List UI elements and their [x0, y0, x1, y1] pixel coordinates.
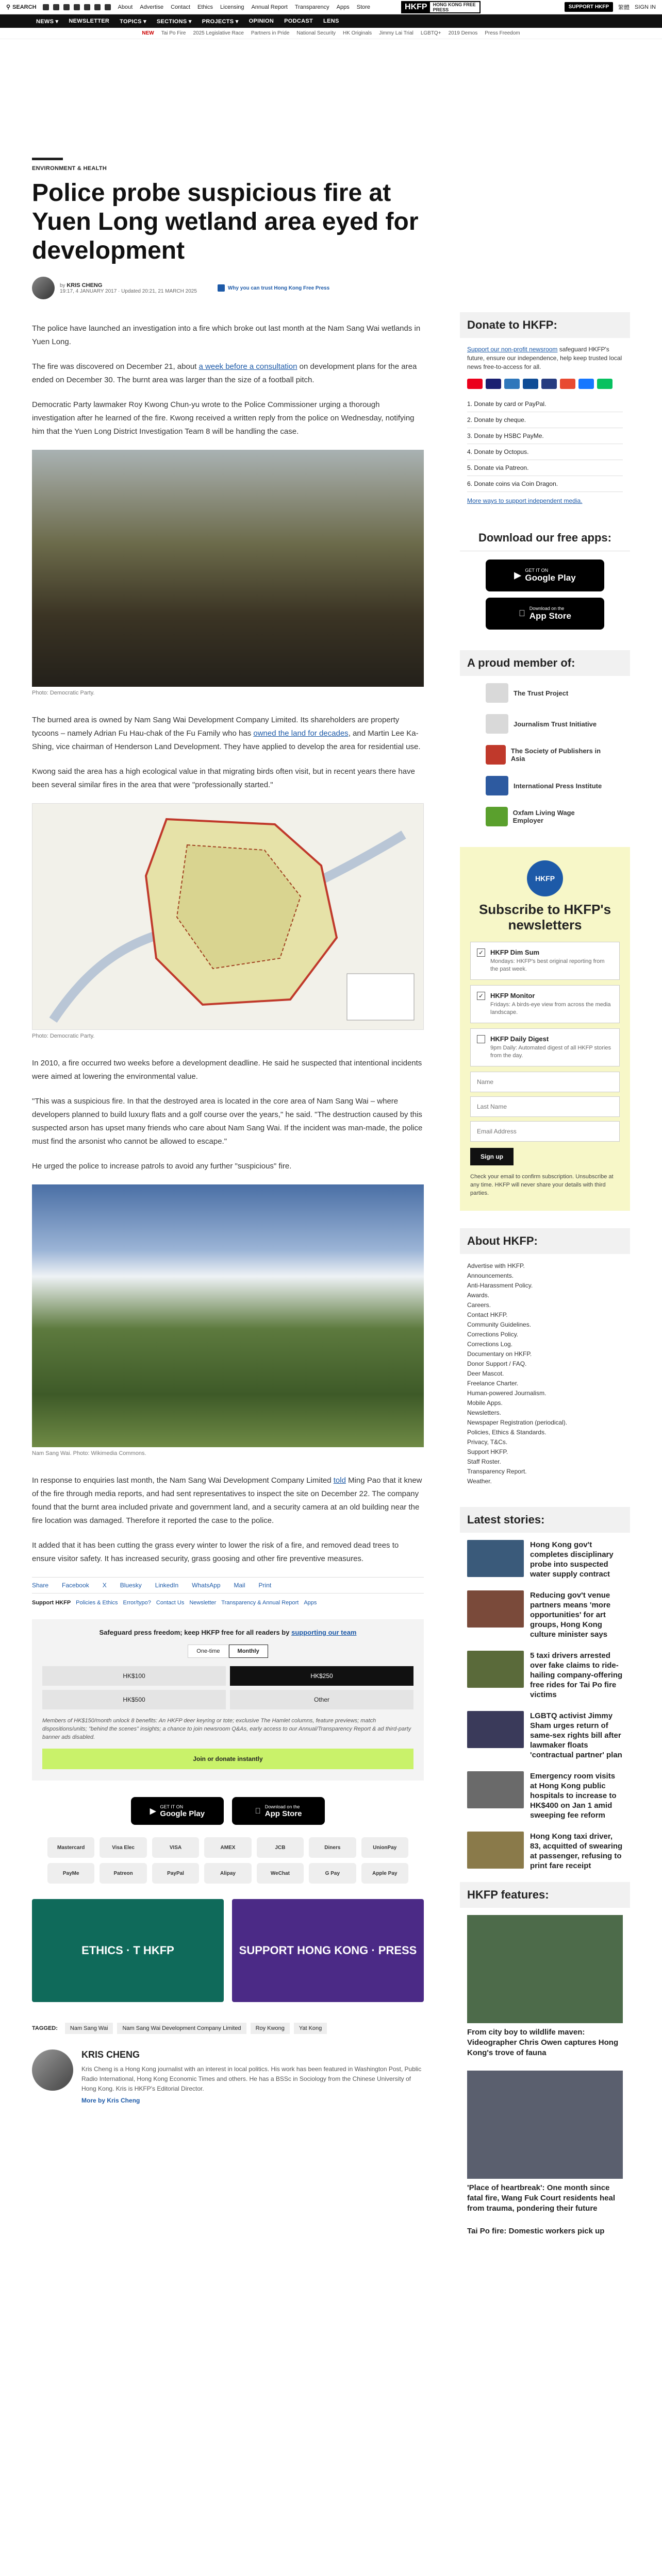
threads-icon[interactable]: [74, 4, 80, 10]
story-item[interactable]: [467, 1771, 623, 1820]
google-play-small: GET IT ON: [160, 1804, 184, 1809]
checkbox[interactable]: ✓: [477, 948, 485, 957]
checkbox[interactable]: [477, 1035, 485, 1043]
bluesky-icon[interactable]: [94, 4, 101, 10]
story-thumbnail: [467, 1540, 524, 1577]
nav-newsletter[interactable]: NEWSLETTER: [69, 18, 110, 24]
amex-icon: AMEX: [204, 1837, 251, 1858]
newsletter-title: Subscribe to HKFP's newsletters: [478, 902, 611, 933]
nav-topics[interactable]: TOPICS ▾: [120, 18, 146, 25]
frequency-one-time[interactable]: One-time: [188, 1645, 228, 1658]
frequency-toggle: [42, 1645, 413, 1658]
frequency-monthly[interactable]: Monthly: [229, 1645, 268, 1658]
donate-heading-text: Safeguard press freedom; keep HKFP free for all readers by: [99, 1629, 292, 1636]
byline: by KRIS CHENG 19:17, 4 JANUARY 2017 · Updated 20:21, 21 MARCH 2025 Why you can trust Hong Kong Free Press: [32, 277, 424, 299]
about-links: [460, 1261, 630, 1486]
paragraph-text: The fire was discovered on December 21, about: [32, 362, 199, 371]
more-ways-link[interactable]: More ways to support independent media.: [467, 497, 583, 504]
email-input[interactable]: [470, 1121, 620, 1142]
search-button[interactable]: [6, 4, 37, 10]
article-title: Police probe suspicious fire at Yuen Long wetland area eyed for development: [32, 179, 419, 264]
about-link[interactable]: Corrections Policy.: [467, 1331, 519, 1338]
about-title: About HKFP:: [460, 1228, 630, 1254]
google-pay-icon: G Pay: [309, 1863, 356, 1884]
app-download-buttons: [32, 1797, 424, 1825]
paragraph: It added that it has been cutting the grass every winter to lower the risk of a fire, and removed dead trees to ensure visitor safety. It has increased security, grass goosing and other fire preventive measures.: [32, 1541, 399, 1563]
utility-link-about[interactable]: About: [118, 4, 133, 10]
paragraph: [32, 360, 424, 387]
story-item[interactable]: [467, 1651, 623, 1700]
app-store-label: App Store: [262, 1809, 299, 1818]
card-logo-icon: [523, 379, 538, 389]
feature-item[interactable]: [460, 2071, 630, 2214]
share-mail[interactable]: Mail: [234, 1582, 245, 1589]
utility-link-ethics[interactable]: Ethics: [197, 4, 213, 10]
newsletter-option-desc: Mondays: HKFP's best original reporting from the past week.: [490, 958, 605, 972]
latest-title: Latest stories:: [460, 1507, 630, 1533]
trending-item[interactable]: HK Originals: [342, 30, 372, 36]
paragraph: Democratic Party lawmaker Roy Kwong Chun-yu wrote to the Police Commissioner urging a thorough investigation after he learned of the fire. Kwong received a written reply from the police on Wednesday, notifying him that the Yuen Long District Investigation Team 8 will be handling the case.: [32, 400, 415, 436]
published-date: 19:17, 4 JANUARY 2017: [60, 288, 117, 294]
trending-item[interactable]: Tai Po Fire: [161, 30, 186, 36]
about-link[interactable]: Announcements.: [467, 1272, 514, 1279]
utility-link-contact[interactable]: Contact: [171, 4, 191, 10]
visa-electron-icon: Visa Elec: [100, 1837, 146, 1858]
sidebar: [460, 312, 630, 2249]
newsletter-option-title: HKFP Monitor: [490, 992, 535, 999]
amount-option[interactable]: HK$100: [42, 1666, 226, 1686]
donate-heading: [42, 1629, 413, 1636]
nav-news[interactable]: NEWS ▾: [36, 18, 59, 25]
author-avatar[interactable]: [32, 277, 55, 299]
visa-icon: VISA: [152, 1837, 199, 1858]
story-thumbnail: [467, 1651, 524, 1688]
tag[interactable]: Nam Sang Wai Development Company Limited: [117, 2023, 246, 2034]
feature-item[interactable]: [460, 1915, 630, 2058]
story-title[interactable]: 5 taxi drivers arrested over fake claims to ride-hailing company-offering free rides for Tai Po fire victims: [530, 1651, 623, 1699]
feature-title[interactable]: From city boy to wildlife maven: Videographer Chris Owen captures Hong Kong's trove of fauna: [467, 2028, 619, 2057]
member-logos: [460, 683, 630, 826]
map-photo: [32, 803, 424, 1030]
card-logos: [460, 379, 630, 389]
feature-title[interactable]: Tai Po fire: Domestic workers pick up: [467, 2227, 605, 2235]
nav-sections[interactable]: SECTIONS ▾: [156, 18, 192, 25]
about-link[interactable]: Weather.: [467, 1478, 492, 1485]
member-logo[interactable]: [486, 807, 604, 826]
member-logo[interactable]: [486, 683, 604, 703]
about-link[interactable]: Careers.: [467, 1301, 491, 1309]
last-name-input[interactable]: [470, 1096, 620, 1117]
ipi-icon: [486, 776, 508, 795]
share-print[interactable]: Print: [258, 1582, 272, 1589]
photo-caption: Nam Sang Wai. Photo: Wikimedia Commons.: [32, 1450, 146, 1456]
nav-opinion[interactable]: OPINION: [249, 18, 274, 24]
share-bluesky[interactable]: Bluesky: [120, 1582, 142, 1589]
member-label: International Press Institute: [514, 782, 602, 790]
card-logo-icon: [597, 379, 613, 389]
utility-link-apps[interactable]: Apps: [336, 4, 350, 10]
utility-bar: [0, 0, 662, 14]
share-x[interactable]: X: [102, 1582, 107, 1589]
story-thumbnail: [467, 1771, 524, 1808]
mastercard-icon: Mastercard: [47, 1837, 94, 1858]
promo-banners: [32, 1899, 424, 2002]
new-badge: NEW: [142, 30, 154, 36]
sidebar-app-store-button[interactable]: [486, 598, 604, 630]
about-link[interactable]: Newspaper Registration (periodical).: [467, 1419, 568, 1426]
amount-option-other[interactable]: Other: [230, 1690, 413, 1709]
member-logo[interactable]: [486, 745, 604, 765]
updated-date: Updated 20:21, 21 MARCH 2025: [121, 288, 197, 294]
app-store-button[interactable]: [232, 1797, 325, 1825]
trending-item[interactable]: 2025 Legislative Race: [193, 30, 244, 36]
google-play-label: Google Play: [525, 573, 576, 583]
trust-project-icon: [486, 683, 508, 703]
tag[interactable]: Roy Kwong: [251, 2023, 290, 2034]
nav-podcast[interactable]: PODCAST: [284, 18, 313, 24]
land-link[interactable]: owned the land for decades: [253, 729, 349, 738]
feature-title[interactable]: 'Place of heartbreak': One month since fatal fire, Wang Fuk Court residents heal from trauma, pondering their future: [467, 2183, 615, 2213]
youtube-icon[interactable]: [84, 4, 90, 10]
feature-image: [467, 2071, 623, 2179]
ethics-promo[interactable]: ETHICS · T HKFP: [32, 1899, 224, 2002]
social-links: [43, 4, 111, 10]
trending-item[interactable]: Jimmy Lai Trial: [379, 30, 413, 36]
support-button[interactable]: SUPPORT HKFP: [565, 2, 613, 12]
sopa-icon: [486, 745, 506, 765]
card-logo-icon: [541, 379, 557, 389]
newsletter-option-desc: 9pm Daily: Automated digest of all HKFP stories from the day.: [490, 1045, 611, 1059]
nav-projects[interactable]: PROJECTS ▾: [202, 18, 239, 25]
newsletter-option[interactable]: [470, 942, 620, 980]
trending-item[interactable]: Press Freedom: [485, 30, 520, 36]
card-logo-icon: [486, 379, 501, 389]
donate-title: Donate to HKFP:: [460, 312, 630, 338]
member-label: The Society of Publishers in Asia: [510, 747, 601, 762]
card-logo-icon: [560, 379, 575, 389]
about-link[interactable]: Newsletters.: [467, 1409, 502, 1416]
author-box-avatar[interactable]: [32, 2049, 73, 2091]
unionpay-icon: UnionPay: [361, 1837, 408, 1858]
paragraph: Kwong said the area has a high ecological value in that migrating birds often visit, but in recent years there have been several similar fires in the area that were "professionally started.": [32, 767, 415, 789]
jcb-icon: JCB: [257, 1837, 304, 1858]
author-name[interactable]: KRIS CHENG: [67, 282, 103, 289]
google-play-label: Google Play: [160, 1809, 205, 1818]
support-promo[interactable]: SUPPORT HONG KONG · PRESS: [232, 1899, 424, 2002]
sidebar-app-buttons: [460, 560, 630, 630]
area-map-illustration: [32, 804, 424, 1030]
trust-link[interactable]: [218, 284, 329, 292]
tag[interactable]: Yat Kong: [294, 2023, 327, 2034]
paragraph: He urged the police to increase patrols to avoid any further "suspicious" fire.: [32, 1162, 292, 1171]
footer-link[interactable]: Policies & Ethics: [76, 1600, 118, 1606]
donate-method[interactable]: 6. Donate coins via Coin Dragon.: [467, 476, 623, 492]
wechat-pay-icon: WeChat: [257, 1863, 304, 1884]
mingpao-link[interactable]: told: [333, 1476, 346, 1485]
facebook-icon[interactable]: [43, 4, 49, 10]
story-title[interactable]: Hong Kong taxi driver, 83, acquitted of swearing at passenger, refusing to print fare receipt: [530, 1832, 623, 1870]
payment-methods: [32, 1837, 424, 1884]
member-logo[interactable]: [486, 776, 604, 795]
feature-image: [467, 1915, 623, 2023]
utility-link-transparency[interactable]: Transparency: [294, 4, 329, 10]
signin-link[interactable]: SIGN IN: [635, 4, 656, 10]
tag-list: [32, 2023, 424, 2034]
author-box-name[interactable]: KRIS CHENG: [81, 2049, 140, 2060]
features-title: HKFP features:: [460, 1882, 630, 1908]
apple-icon: [519, 608, 525, 619]
share-bar: [32, 1577, 424, 1594]
donate-methods: [460, 396, 630, 492]
paragraph-text: , and Martin Lee Ka-Shing, vice chairman of Henderson Land Development. They have applied to develop the area for residential use.: [32, 729, 421, 751]
trust-label: Why you can trust Hong Kong Free Press: [227, 285, 330, 291]
membership-note: Members of HK$150/month unlock 8 benefits: An HKFP deer keyring or tote; exclusive The Hamlet columns, feature previews; match dispositions/units; "behind the scenes" insights; a chance to join newsroom Q&As, early access to our Annual/Transparency Report & ad third-party banner ads disabled.: [42, 1718, 411, 1740]
alipay-icon: Alipay: [204, 1863, 251, 1884]
paragraph: The police have launched an investigation into a fire which broke out last month at the Nam Sang Wai wetlands in Yuen Long.: [32, 324, 421, 346]
more-by-author-link[interactable]: More by Kris Cheng: [81, 2097, 140, 2104]
about-link[interactable]: Community Guidelines.: [467, 1321, 532, 1328]
paragraph: [32, 1474, 424, 1528]
about-link[interactable]: Corrections Log.: [467, 1341, 513, 1348]
about-link[interactable]: Support HKFP.: [467, 1448, 508, 1455]
paragraph: [32, 714, 424, 754]
about-link[interactable]: Human-powered Journalism.: [467, 1389, 547, 1397]
share-button[interactable]: Share: [32, 1582, 49, 1589]
donate-method[interactable]: 5. Donate via Patreon.: [467, 460, 623, 476]
tagged-label: TAGGED:: [32, 2025, 58, 2031]
category-rule: [32, 158, 63, 160]
fire-photo: [32, 450, 424, 687]
share-linkedin[interactable]: LinkedIn: [155, 1582, 179, 1589]
share-facebook[interactable]: Facebook: [62, 1582, 89, 1589]
article: [32, 158, 424, 2249]
story-thumbnail: [467, 1832, 524, 1869]
photo-caption: Photo: Democratic Party.: [32, 1033, 95, 1039]
utility-link-store[interactable]: Store: [356, 4, 371, 10]
logo-name: HONG KONG FREE PRESS: [433, 2, 476, 12]
story-title[interactable]: Hong Kong gov't completes disciplinary probe into suspected water supply contract: [530, 1540, 614, 1579]
jti-icon: [486, 714, 508, 734]
first-name-input[interactable]: [470, 1072, 620, 1092]
payme-icon: PayMe: [47, 1863, 94, 1884]
site-logo[interactable]: [401, 1, 481, 13]
feature-item[interactable]: [460, 2226, 630, 2236]
diners-icon: Diners: [309, 1837, 356, 1858]
google-play-button[interactable]: [131, 1797, 224, 1825]
newsletter-option-desc: Fridays: A birds-eye view from across the media landscape.: [490, 1002, 611, 1015]
paragraph-text: The burned area is owned by Nam Sang Wai Development Company Limited. Its shareholders are property tycoons – namely Adrian Fu Hau-chak of the Fu Family who has: [32, 716, 400, 738]
story-item[interactable]: [467, 1711, 623, 1760]
paypal-icon: PayPal: [152, 1863, 199, 1884]
newsletter-option[interactable]: [470, 1028, 620, 1066]
paragraph-text: Ming Pao that it knew of the fire through media reports, and had sent representatives to inspect the site on December 22. The company found that the burnt area included private and government land, and a security camera at an old building near the fire location was damaged. Therefore it reported the case to the police.: [32, 1476, 422, 1525]
donate-text-body: safeguard HKFP's future, ensure our independence, help keep trusted local news free-to-access for all.: [467, 346, 622, 370]
article-category[interactable]: ENVIRONMENT & HEALTH: [32, 165, 107, 172]
amount-options: [42, 1666, 413, 1709]
patreon-icon: Patreon: [100, 1863, 146, 1884]
google-play-icon: ▶: [514, 570, 521, 580]
story-title[interactable]: LGBTQ activist Jimmy Sham urges return of same-sex rights bill after lawmaker floats 'contractual partner' plan: [530, 1711, 622, 1759]
story-title[interactable]: Reducing gov't venue partners means 'more opportunities' for art groups, Hong Kong culture minister says: [530, 1591, 611, 1639]
story-title[interactable]: Emergency room visits at Hong Kong public hospitals to increase to HK$400 on Jan 1 amid sweeping fee reform: [530, 1772, 617, 1820]
newsletter-option[interactable]: [470, 985, 620, 1023]
trending-item[interactable]: LGBTQ+: [420, 30, 441, 36]
footer-link[interactable]: Newsletter: [189, 1600, 217, 1606]
story-thumbnail: [467, 1711, 524, 1748]
footer-link[interactable]: Transparency & Annual Report: [221, 1600, 299, 1606]
about-link[interactable]: Staff Roster.: [467, 1458, 501, 1465]
newsletter-option-title: HKFP Daily Digest: [490, 1035, 549, 1043]
wetland-photo: [32, 1184, 424, 1447]
paragraph: "This was a suspicious fire. In that the destroyed area is located in the core area of Nam Sang Wai – where developers planned to build luxury flats and a golf course over the years," he said. "The destruction caused by this suspected arson has upset many friends who care about Nam Sang Wai. If the incident was man-made, the police must find the arsonist who cannot be allowed to escape.": [32, 1097, 423, 1146]
card-logo-icon: [467, 379, 483, 389]
paragraph-text: In response to enquiries last month, the Nam Sang Wai Development Company Limited: [32, 1476, 334, 1485]
footer-link[interactable]: Contact Us: [156, 1600, 185, 1606]
about-link[interactable]: Policies, Ethics & Standards.: [467, 1429, 547, 1436]
newsletter-signup: [460, 847, 630, 1211]
language-toggle[interactable]: 繁體: [618, 4, 630, 11]
member-logo[interactable]: [486, 714, 604, 734]
donate-text: [460, 345, 630, 371]
donate-method[interactable]: 1. Donate by card or PayPal.: [467, 396, 623, 412]
about-link[interactable]: Mobile Apps.: [467, 1399, 503, 1406]
photo-caption: Photo: Democratic Party.: [32, 690, 95, 696]
utility-link-licensing[interactable]: Licensing: [220, 4, 244, 10]
trending-item[interactable]: National Security: [296, 30, 336, 36]
sidebar-google-play-button[interactable]: [486, 560, 604, 591]
search-label: SEARCH: [12, 4, 37, 10]
about-link[interactable]: Transparency Report.: [467, 1468, 527, 1475]
app-store-small: Download on the: [262, 1804, 297, 1809]
footer-link[interactable]: Error/typo?: [123, 1600, 151, 1606]
about-link[interactable]: Deer Mascot.: [467, 1370, 504, 1377]
signup-button[interactable]: Sign up: [470, 1148, 514, 1165]
donate-method[interactable]: 3. Donate by HSBC PayMe.: [467, 428, 623, 444]
trending-item[interactable]: 2019 Demos: [448, 30, 478, 36]
logo-short: HKFP: [402, 2, 430, 12]
search-icon: ⚲: [6, 4, 11, 10]
donate-method[interactable]: 4. Donate by Octopus.: [467, 444, 623, 460]
utility-links: [118, 4, 371, 10]
about-link[interactable]: Documentary on HKFP.: [467, 1350, 532, 1358]
google-play-small: GET IT ON: [525, 568, 549, 573]
trending-item[interactable]: Partners in Pride: [251, 30, 290, 36]
member-label: Journalism Trust Initiative: [514, 720, 597, 728]
checkbox[interactable]: ✓: [477, 992, 485, 1000]
newsletter-logo: HKFP: [527, 860, 563, 896]
donate-widget: [32, 1619, 424, 1781]
trust-icon: [218, 284, 225, 292]
article-footer-links: [32, 1600, 424, 1606]
consultation-link[interactable]: a week before a consultation: [198, 362, 297, 371]
nav-lens[interactable]: LENS: [323, 18, 339, 24]
author-bio: Kris Cheng is a Hong Kong journalist with an interest in local politics. His work has been featured in Washington Post, Public Radio International, Hong Kong Economic Times and others. He has a BSSc in Sociology from the Chinese University of Hong Kong. Kris is HKFP's Editorial Director.: [81, 2065, 422, 2092]
instagram-icon[interactable]: [63, 4, 70, 10]
about-link[interactable]: Freelance Charter.: [467, 1380, 519, 1387]
tag[interactable]: Nam Sang Wai: [65, 2023, 113, 2034]
latest-stories: [460, 1540, 630, 1871]
share-whatsapp[interactable]: WhatsApp: [192, 1582, 221, 1589]
linkedin-icon[interactable]: [105, 4, 111, 10]
utility-link-annual-report[interactable]: Annual Report: [251, 4, 288, 10]
oxfam-icon: [486, 807, 508, 826]
about-link[interactable]: Anti-Harassment Policy.: [467, 1282, 533, 1289]
story-thumbnail: [467, 1590, 524, 1628]
story-item[interactable]: [467, 1590, 623, 1639]
app-store-small: Download on the: [526, 606, 561, 611]
app-store-label: App Store: [526, 611, 568, 621]
card-logo-icon: [578, 379, 594, 389]
about-link[interactable]: Donor Support / FAQ.: [467, 1360, 527, 1367]
story-item[interactable]: [467, 1540, 623, 1579]
join-donate-button[interactable]: Join or donate instantly: [42, 1749, 413, 1769]
apps-title: Download our free apps:: [460, 525, 630, 551]
author-box: [32, 2049, 424, 2105]
x-icon[interactable]: [53, 4, 59, 10]
card-logo-icon: [504, 379, 520, 389]
story-item[interactable]: [467, 1832, 623, 1871]
support-team-link[interactable]: supporting our team: [291, 1629, 357, 1636]
paragraph: In 2010, a fire occurred two weeks before a development deadline. He said he suspected that intentional incidents were aimed at lowering the environmental value.: [32, 1059, 422, 1081]
main-nav: [0, 14, 662, 28]
about-link[interactable]: Advertise with HKFP.: [467, 1262, 525, 1269]
utility-link-advertise[interactable]: Advertise: [140, 4, 164, 10]
member-label: Oxfam Living Wage Employer: [512, 809, 575, 824]
support-hkfp-link[interactable]: Support HKFP: [32, 1600, 71, 1606]
nonprofit-link[interactable]: Support our non-profit newsroom: [467, 346, 558, 353]
about-link[interactable]: Contact HKFP.: [467, 1311, 508, 1318]
footer-link[interactable]: Apps: [304, 1600, 317, 1606]
donate-method[interactable]: 2. Donate by cheque.: [467, 412, 623, 428]
about-link[interactable]: Awards.: [467, 1292, 490, 1299]
newsletter-option-title: HKFP Dim Sum: [490, 948, 540, 956]
paragraph-text: on development plans for the area ended on December 30. The burnt area was larger than the size of a football pitch.: [32, 362, 417, 384]
amount-option-selected[interactable]: HK$250: [230, 1666, 413, 1686]
apple-icon: [255, 1807, 261, 1816]
google-play-icon: ▶: [150, 1807, 156, 1816]
newsletter-note: Check your email to confirm subscription. Unsubscribe at any time. HKFP will never share your details with third parties.: [470, 1174, 614, 1196]
member-title: A proud member of:: [460, 650, 630, 676]
apple-pay-icon: Apple Pay: [361, 1863, 408, 1884]
amount-option[interactable]: HK$500: [42, 1690, 226, 1709]
about-link[interactable]: Privacy, T&Cs.: [467, 1438, 508, 1446]
trending-bar: [0, 28, 662, 39]
member-label: The Trust Project: [514, 689, 569, 697]
